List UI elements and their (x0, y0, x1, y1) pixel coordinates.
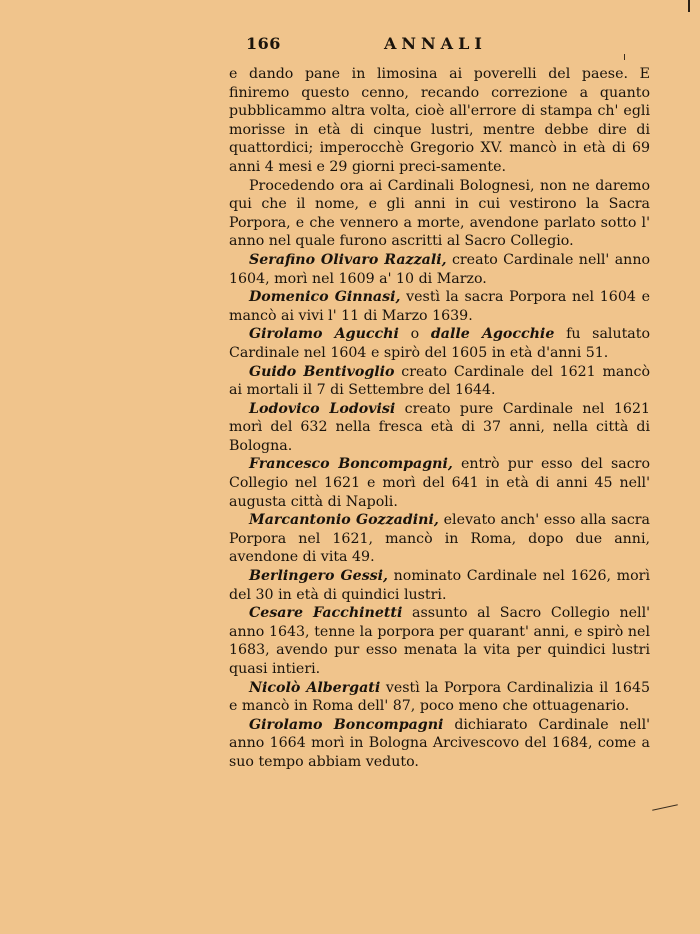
cardinal-name: Guido Bentivoglio (249, 363, 395, 380)
margin-pen-mark (652, 804, 678, 810)
cardinal-name: Domenico Ginnasi, (249, 289, 401, 306)
cardinal-name: Marcantonio Gozzadini, (249, 512, 439, 529)
cardinal-entry: Berlingero Gessi, nominato Cardinale nel 1626, morì del 30 in età di quindici lustri. (229, 568, 650, 603)
cardinal-entry: Serafino Olivaro Razzali, creato Cardinale nell' anno 1604, morì nel 1609 a' 10 di Marzo. (229, 251, 650, 287)
cardinal-name: Berlingero Gessi, (249, 568, 388, 585)
cardinal-entry: Marcantonio Gozzadini, elevato anch' esso alla sacra Porpora nel 1621, mancò in Roma, dopo due anni, avendone di vita 49. (229, 512, 651, 566)
cardinal-entry: Guido Bentivoglio creato Cardinale del 1621 mancò ai mortali il 7 di Settembre del 1644. (229, 363, 650, 399)
cardinal-name: Girolamo Agucchi (249, 326, 399, 343)
cardinal-name: Serafino Olivaro Razzali, (249, 251, 447, 268)
paragraph-intro: Procedendo ora ai Cardinali Bolognesi, non ne daremo qui che il nome, e gli anni in cui vestirono la Sacra Porpora, e che vennero a morte, avendone parlato sotto l' anno nel quale furono ascritti al Sacro Collegio. (229, 177, 651, 250)
body-text (229, 65, 650, 772)
cardinal-name: Cesare Facchinetti (249, 605, 403, 622)
printer-mark (624, 54, 625, 60)
cardinal-entry: Cesare Facchinetti assunto al Sacro Collegio nell' anno 1643, tenne la porpora per quarant' anni, e spirò nel 1683, avendo pur esso menata la vita per quindici lustri quasi intieri. (229, 605, 651, 677)
cardinal-name: Francesco Boncompagni, (249, 456, 453, 473)
paragraph-continuation: e dando pane in limosina ai poverelli del paese. E finiremo questo cenno, recando correzione a quanto pubblicammo altra volta, cioè all'errore di stampa ch' egli morisse in età di cinque lustri, mentre debbe dire di quattordici; imperocchè Gregorio XV. mancò in età di 69 anni 4 mesi e 29 giorni preci-samente. (229, 66, 651, 175)
page-edge-mark (688, 0, 690, 12)
cardinal-alt-name: dalle Agocchie (430, 326, 555, 343)
cardinal-entry: Lodovico Lodovisi creato pure Cardinale nel 1621 morì del 632 nella fresca età di 37 anni, nella città di Bologna. (229, 400, 651, 454)
cardinal-entry: Nicolò Albergati vestì la Porpora Cardinalizia il 1645 e mancò in Roma dell' 87, poco meno che ottuagenario. (229, 679, 650, 715)
cardinal-entry: Girolamo Boncompagni dichiarato Cardinale nell' anno 1664 morì in Bologna Arcivescovo del 1684, come a suo tempo abbiam veduto. (229, 716, 651, 770)
running-title: ANNALI (384, 34, 487, 53)
cardinal-entry: Girolamo Agucchi o dalle Agocchie fu salutato Cardinale nel 1604 e spirò del 1605 in età d'anni 51. (229, 326, 650, 361)
cardinal-entry: Domenico Ginnasi, vestì la sacra Porpora nel 1604 e mancò ai vivi l' 11 di Marzo 1639. (229, 289, 650, 324)
cardinal-name: Girolamo Boncompagni (249, 716, 444, 733)
cardinal-name: Nicolò Albergati (249, 679, 381, 696)
running-head (246, 34, 546, 54)
cardinal-entry: Francesco Boncompagni, entrò pur esso del sacro Collegio nel 1621 e morì del 641 in età di anni 45 nell' augusta città di Napoli. (229, 456, 650, 510)
cardinal-name: Lodovico Lodovisi (249, 400, 396, 417)
page-number: 166 (246, 34, 281, 53)
